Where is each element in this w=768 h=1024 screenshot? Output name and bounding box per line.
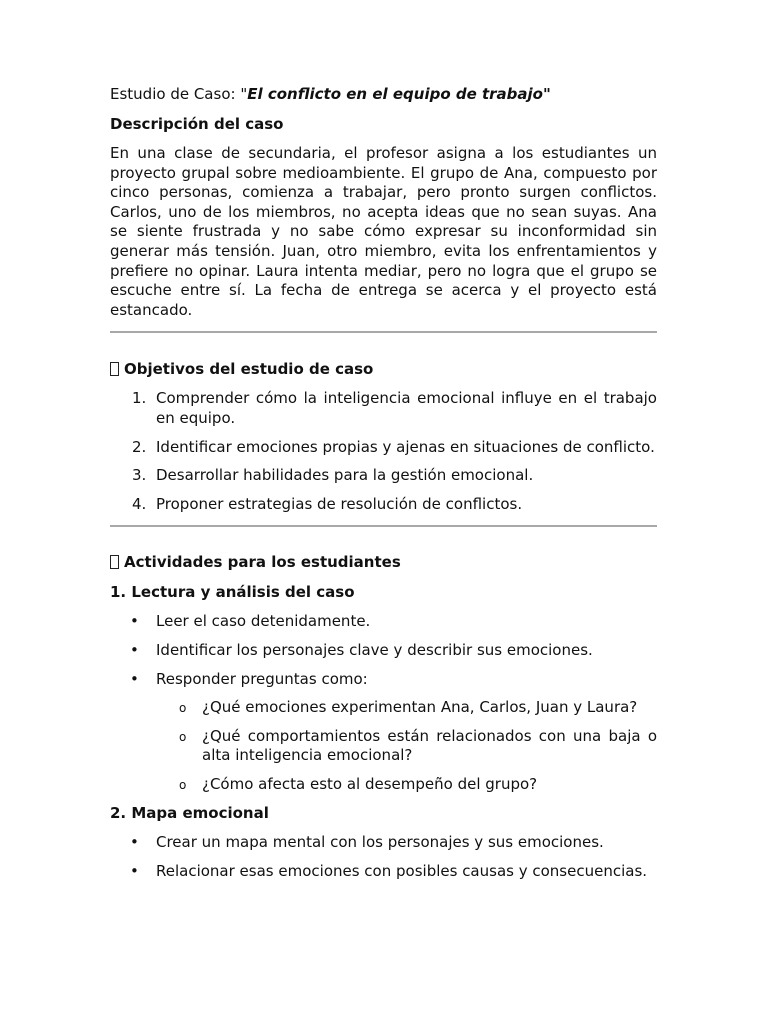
bullet-icon: •: [130, 612, 139, 631]
list-item-text: Crear un mapa mental con los personajes y sus emociones.: [156, 833, 604, 852]
list-item-text: ¿Qué emociones experimentan Ana, Carlos, Juan y Laura?: [202, 698, 638, 717]
missing-glyph-icon: [110, 555, 119, 569]
list-item: [110, 727, 657, 766]
list-item: [110, 670, 657, 690]
list-item-text: ¿Cómo afecta esto al desempeño del grupo?: [202, 774, 538, 793]
list-item: [110, 389, 657, 428]
objectives-heading: [110, 359, 657, 379]
list-item: [110, 862, 657, 882]
activity-1-list: [110, 612, 657, 689]
bullet-icon: •: [130, 862, 139, 881]
bullet-icon: •: [130, 833, 139, 852]
list-item: [110, 495, 657, 515]
title-prefix: Estudio de Caso: ": [110, 85, 248, 103]
bullet-icon: •: [130, 669, 139, 688]
document-content: [110, 84, 657, 882]
title-italic: El conflicto en el equipo de trabajo: [247, 85, 543, 103]
list-number: 1.: [132, 389, 147, 408]
list-item: [110, 466, 657, 486]
activities-heading: [110, 552, 657, 572]
list-item: [110, 612, 657, 632]
list-number: 4.: [132, 494, 147, 513]
bullet-icon: •: [130, 640, 139, 659]
list-item: [110, 641, 657, 661]
activity-2-list: [110, 833, 657, 881]
list-item-text: Relacionar esas emociones con posibles causas y consecuencias.: [156, 862, 648, 881]
objectives-heading-text: Objetivos del estudio de caso: [124, 360, 374, 379]
list-item: [110, 438, 657, 458]
section-divider: [110, 525, 657, 527]
list-item-text: Identificar los personajes clave y describir sus emociones.: [156, 640, 593, 659]
list-item-text: Desarrollar habilidades para la gestión emocional.: [156, 466, 534, 485]
list-item-text: Comprender cómo la inteligencia emocional influye en el trabajo en equipo.: [156, 389, 657, 427]
list-item-text: Leer el caso detenidamente.: [156, 612, 371, 631]
list-item-text: Identificar emociones propias y ajenas en situaciones de conflicto.: [156, 437, 655, 456]
activity-1-heading: 1. Lectura y análisis del caso: [110, 583, 355, 602]
list-item-text: Proponer estrategias de resolución de conflictos.: [156, 494, 523, 513]
sub-bullet-icon: o: [179, 729, 187, 744]
list-item: [110, 775, 657, 795]
description-heading: Descripción del caso: [110, 115, 284, 133]
activities-heading-text: Actividades para los estudiantes: [124, 553, 401, 572]
questions-list: [110, 698, 657, 794]
activity-2-heading: 2. Mapa emocional: [110, 804, 269, 823]
list-item: [110, 833, 657, 853]
list-item-text: Responder preguntas como:: [156, 669, 368, 688]
title-suffix: ": [542, 85, 551, 103]
missing-glyph-icon: [110, 362, 119, 376]
document-title: [110, 84, 657, 104]
list-number: 2.: [132, 437, 147, 456]
objectives-list: [110, 389, 657, 514]
list-item: [110, 698, 657, 718]
list-number: 3.: [132, 466, 147, 485]
list-item-text: ¿Qué comportamientos están relacionados con una baja o alta inteligencia emocional?: [202, 726, 657, 765]
description-body: En una clase de secundaria, el profesor asigna a los estudiantes un proyecto grupal sobre medioambiente. El grupo de Ana, compuesto por cinco personas, comienza a trabajar, pero pronto surgen conflictos. Carlos, uno de los miembros, no acepta ideas que no sean suyas. Ana se siente frustrada y no sabe cómo expresar su inconformidad sin generar más tensión. Juan, otro miembro, evita los enfrentamientos y prefiere no opinar. Laura intenta mediar, pero no logra que el grupo se escuche entre sí. La fecha de entrega se acerca y el proyecto está estancado.: [110, 144, 657, 319]
sub-bullet-icon: o: [179, 701, 187, 716]
section-divider: [110, 331, 657, 333]
sub-bullet-icon: o: [179, 777, 187, 792]
